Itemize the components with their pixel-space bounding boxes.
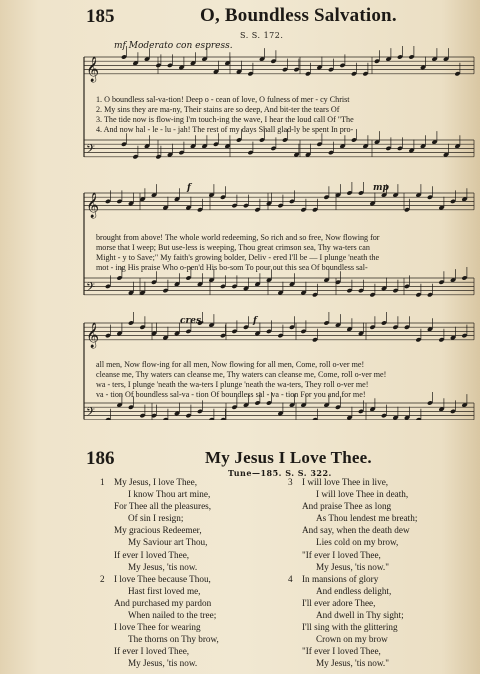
stanza-line: [288, 536, 417, 548]
stanza-number: 3: [288, 477, 293, 487]
stanza-text: I will love Thee in live,: [302, 477, 389, 487]
stanza-text: And say, when the death dew: [302, 525, 410, 536]
stanza-text: My Jesus, I love Thee,: [114, 477, 198, 487]
stanza-text: Lies cold on my brow,: [316, 537, 399, 548]
stanza-line: [100, 512, 219, 524]
stanza-line: [288, 476, 417, 488]
stanza-line: [100, 633, 219, 645]
stanza-text: In mansions of glory: [302, 573, 379, 584]
lyric-line: cleanse me, Thy waters can cleanse me, Thy waters can cleanse me, Come, roll o-ver me!: [96, 370, 387, 379]
treble-clef-icon: 𝄞: [86, 192, 100, 218]
stanza-text: Of sin I resign;: [128, 513, 184, 524]
stanza-line: [100, 609, 219, 621]
bass-clef-icon: 𝄢: [86, 142, 96, 159]
stanzas-right-column: [288, 476, 417, 670]
stanza-line: [288, 500, 417, 512]
treble-clef-icon: 𝄞: [86, 322, 100, 348]
lyric-line: Might - y to Save;" My faith's growing bolder, Deliv - ered I'll be — I plunge 'neath the: [96, 253, 380, 262]
lyric-line: va - tion Of boundless sal-va - tion Of boundless sal - va - tion For you and for me!: [96, 390, 366, 399]
stanza-line: [100, 657, 219, 669]
stanza-text: I know Thou art mine,: [128, 489, 211, 500]
stanza-text: If ever I loved Thee,: [114, 549, 190, 560]
stanza-line: [100, 585, 219, 597]
stanza-text: When nailed to the tree;: [128, 610, 217, 621]
stanza-line: [288, 585, 417, 597]
stanza-text: And endless delight,: [316, 585, 392, 596]
lyric-line: morse that I weep; But use-less is weeping, Thou great crimson sea, Thy wa-ters can: [96, 243, 370, 252]
stanza-text: My Jesus, 'tis now.: [128, 561, 198, 572]
stanza-line: [288, 597, 417, 609]
stanza-text: My Jesus, 'tis now.": [316, 658, 389, 669]
lyric-line: all men, Now flow-ing for all men, Now flowing for all men, Come, roll o-ver me!: [96, 360, 365, 369]
lyric-line: 4. And now hal - le - lu - jah! The rest of my days Shall glad-ly be spent In pro-: [96, 125, 354, 134]
stanza-number: 4: [288, 573, 293, 584]
stanza-line: [100, 524, 219, 536]
treble-clef-icon: 𝄞: [86, 56, 100, 82]
stanza-line: [100, 573, 219, 585]
tune-reference: S. S. 172.: [240, 31, 284, 40]
dynamic-forte: f: [187, 183, 191, 193]
stanza-number: 2: [100, 573, 105, 584]
stanza-line: [288, 645, 417, 657]
stanza-text: And dwell in Thy sight;: [316, 610, 404, 621]
stanza-line: [100, 561, 219, 573]
stanza-line: [288, 621, 417, 633]
lyric-line: 1. O boundless sal-va-tion! Deep o - cean of love, O fulness of mer - cy Christ: [96, 95, 350, 104]
stanza-line: [288, 512, 417, 524]
bass-clef-icon: 𝄢: [86, 280, 96, 297]
stanza-line: [100, 597, 219, 609]
stanza-text: "If ever I loved Thee,: [302, 549, 381, 560]
stanza-text: My gracious Redeemer,: [114, 525, 202, 536]
stanza-text: And praise Thee as long: [302, 501, 392, 512]
stanza-line: [100, 500, 219, 512]
hymn-title: My Jesus I Love Thee.: [205, 448, 372, 467]
stanza-text: I will love Thee in death,: [316, 489, 409, 500]
stanza-text: "If ever I loved Thee,: [302, 646, 381, 657]
stanza-text: Crown on my brow: [316, 634, 388, 645]
stanza-text: Hast first loved me,: [128, 585, 201, 596]
stanza-line: [100, 549, 219, 561]
tune-reference: Tune—185. S. S. 322.: [228, 468, 332, 478]
stanza-text: I'll ever adore Thee,: [302, 597, 376, 608]
hymn-number: 186: [86, 448, 115, 469]
stanza-line: [288, 573, 417, 585]
stanza-line: [288, 488, 417, 500]
lyric-line: 2. My sins they are ma-ny, Their stains are so deep, And bit-ter the tears Of: [96, 105, 340, 114]
tempo-marking: mf Moderato con espress.: [114, 41, 233, 51]
stanza-text: And purchased my pardon: [114, 597, 212, 608]
hymn-title: O, Boundless Salvation.: [200, 5, 397, 26]
stanza-text: The thorns on Thy brow,: [128, 634, 219, 645]
stanza-line: [100, 476, 219, 488]
stanza-text: My Jesus, 'tis now.: [128, 658, 198, 669]
stanza-text: I'll sing with the glittering: [302, 622, 398, 633]
stanza-text: If ever I loved Thee,: [114, 646, 190, 657]
lyric-line: 3. The tide now is flow-ing I'm touch-ing the wave, I hear the loud call Of "The: [96, 115, 354, 124]
dynamic-forte: f: [253, 316, 257, 326]
stanza-line: [288, 549, 417, 561]
lyric-line: wa - ters, I plunge 'neath the wa-ters I plunge 'neath the wa-ters, They roll o-ver me!: [96, 380, 369, 389]
lyric-line: mot - ing His praise Who o-pen'd His bo-som To pour out this sea Of boundless sal-: [96, 263, 368, 272]
stanza-text: I love Thee for wearing: [114, 622, 201, 633]
stanza-text: As Thou lendest me breath;: [316, 513, 418, 524]
stanza-line: [100, 645, 219, 657]
stanza-line: [288, 609, 417, 621]
stanza-line: [100, 488, 219, 500]
stanza-line: [288, 657, 417, 669]
stanza-line: [288, 524, 417, 536]
stanza-line: [100, 621, 219, 633]
dynamic-mezzo-piano: mp: [373, 183, 389, 193]
stanza-text: For Thee all the pleasures,: [114, 501, 212, 512]
bass-clef-icon: 𝄢: [86, 405, 96, 420]
dynamic-crescendo: cres.: [180, 316, 205, 326]
hymn-number: 185: [86, 6, 115, 27]
stanza-line: [288, 633, 417, 645]
stanza-text: My Saviour art Thou,: [128, 537, 208, 548]
stanza-text: I love Thee because Thou,: [114, 573, 211, 584]
stanza-text: My Jesus, 'tis now.": [316, 561, 389, 572]
stanza-number: 1: [100, 477, 105, 487]
stanzas-left-column: [100, 476, 219, 670]
lyric-line: brought from above! The whole world redeeming, So rich and so free, Now flowing for: [96, 233, 380, 242]
stanza-line: [288, 561, 417, 573]
stanza-line: [100, 536, 219, 548]
